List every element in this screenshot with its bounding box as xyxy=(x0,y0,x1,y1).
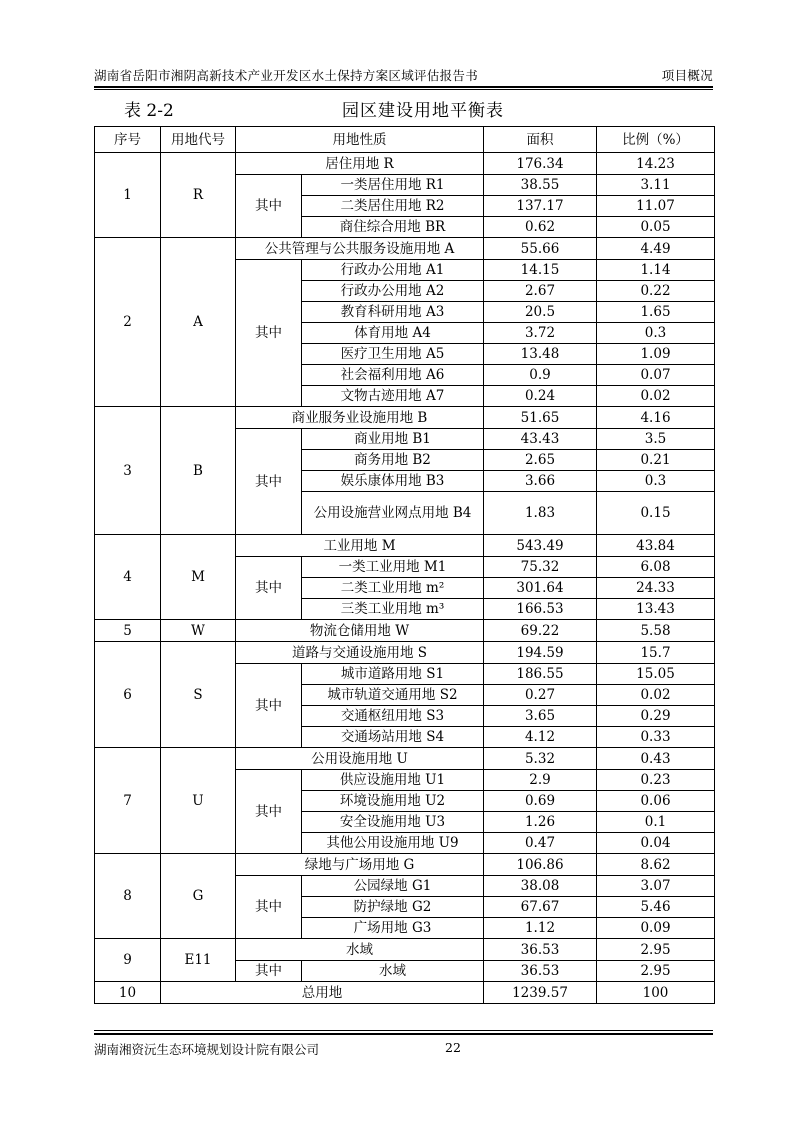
land-code: B xyxy=(161,407,236,535)
land-subcategory: 安全设施用地 U3 xyxy=(302,812,484,833)
area-value: 2.67 xyxy=(484,281,597,302)
land-code: S xyxy=(161,642,236,748)
header-section-name: 项目概况 xyxy=(661,68,713,83)
area-value: 0.24 xyxy=(484,386,597,407)
land-subcategory: 一类居住用地 R1 xyxy=(302,175,484,196)
footer-rule-thin xyxy=(94,1030,713,1031)
area-value: 2.65 xyxy=(484,450,597,471)
row-number: 4 xyxy=(95,535,161,620)
land-category: 道路与交通设施用地 S xyxy=(236,642,484,664)
ratio-value: 0.04 xyxy=(597,833,715,854)
area-value: 194.59 xyxy=(484,642,597,664)
header-no: 序号 xyxy=(95,127,161,153)
area-value: 0.9 xyxy=(484,365,597,386)
table-row xyxy=(95,939,715,961)
row-number: 8 xyxy=(95,854,161,939)
ratio-value: 0.3 xyxy=(597,471,715,492)
land-subcategory: 防护绿地 G2 xyxy=(302,897,484,918)
ratio-value: 11.07 xyxy=(597,196,715,217)
table-row xyxy=(95,854,715,876)
land-subcategory: 供应设施用地 U1 xyxy=(302,770,484,791)
land-subcategory: 交通场站用地 S4 xyxy=(302,727,484,748)
ratio-value: 0.33 xyxy=(597,727,715,748)
land-subcategory: 三类工业用地 m³ xyxy=(302,599,484,620)
land-subcategory: 医疗卫生用地 A5 xyxy=(302,344,484,365)
land-subcategory: 二类工业用地 m² xyxy=(302,578,484,599)
total-area: 1239.57 xyxy=(484,982,597,1004)
table-row xyxy=(95,238,715,260)
area-value: 1.26 xyxy=(484,812,597,833)
sub-label: 其中 xyxy=(236,557,302,620)
header-rule-thin xyxy=(94,89,713,90)
area-value: 176.34 xyxy=(484,153,597,175)
sub-label: 其中 xyxy=(236,260,302,407)
ratio-value: 1.09 xyxy=(597,344,715,365)
land-subcategory: 广场用地 G3 xyxy=(302,918,484,939)
land-subcategory: 公园绿地 G1 xyxy=(302,876,484,897)
land-subcategory: 商住综合用地 BR xyxy=(302,217,484,238)
land-code: G xyxy=(161,854,236,939)
table-header-row xyxy=(95,127,715,153)
land-subcategory: 商业用地 B1 xyxy=(302,429,484,450)
land-subcategory: 交通枢纽用地 S3 xyxy=(302,706,484,727)
area-value: 36.53 xyxy=(484,961,597,982)
land-category: 物流仓储用地 W xyxy=(236,620,484,642)
row-number: 10 xyxy=(95,982,161,1004)
ratio-value: 15.7 xyxy=(597,642,715,664)
land-code: E11 xyxy=(161,939,236,982)
row-number: 3 xyxy=(95,407,161,535)
total-label: 总用地 xyxy=(161,982,484,1004)
ratio-value: 4.49 xyxy=(597,238,715,260)
ratio-value: 1.14 xyxy=(597,260,715,281)
ratio-value: 1.65 xyxy=(597,302,715,323)
page-header xyxy=(94,62,713,84)
ratio-value: 14.23 xyxy=(597,153,715,175)
land-subcategory: 一类工业用地 M1 xyxy=(302,557,484,578)
header-code: 用地代号 xyxy=(161,127,236,153)
area-value: 0.27 xyxy=(484,685,597,706)
ratio-value: 0.06 xyxy=(597,791,715,812)
land-category: 居住用地 R xyxy=(236,153,484,175)
land-subcategory: 商务用地 B2 xyxy=(302,450,484,471)
land-category: 工业用地 M xyxy=(236,535,484,557)
land-category: 公用设施用地 U xyxy=(236,748,484,770)
header-nature: 用地性质 xyxy=(236,127,484,153)
land-balance-table xyxy=(94,126,715,1004)
footer-rule xyxy=(94,1033,713,1035)
table-row xyxy=(95,748,715,770)
table-row xyxy=(95,620,715,642)
land-category: 水域 xyxy=(236,939,484,961)
ratio-value: 2.95 xyxy=(597,939,715,961)
header-ratio: 比例（%） xyxy=(597,127,715,153)
area-value: 1.12 xyxy=(484,918,597,939)
ratio-value: 0.21 xyxy=(597,450,715,471)
ratio-value: 0.43 xyxy=(597,748,715,770)
land-code: W xyxy=(161,620,236,642)
area-value: 67.67 xyxy=(484,897,597,918)
area-value: 543.49 xyxy=(484,535,597,557)
ratio-value: 2.95 xyxy=(597,961,715,982)
area-value: 13.48 xyxy=(484,344,597,365)
land-subcategory: 水域 xyxy=(302,961,484,982)
ratio-value: 0.22 xyxy=(597,281,715,302)
area-value: 1.83 xyxy=(484,492,597,535)
sub-label: 其中 xyxy=(236,876,302,939)
area-value: 51.65 xyxy=(484,407,597,429)
land-subcategory: 二类居住用地 R2 xyxy=(302,196,484,217)
sub-label: 其中 xyxy=(236,175,302,238)
area-value: 43.43 xyxy=(484,429,597,450)
ratio-value: 5.46 xyxy=(597,897,715,918)
land-subcategory: 文物古迹用地 A7 xyxy=(302,386,484,407)
table-row xyxy=(95,407,715,429)
area-value: 4.12 xyxy=(484,727,597,748)
area-value: 3.66 xyxy=(484,471,597,492)
row-number: 7 xyxy=(95,748,161,854)
land-subcategory: 行政办公用地 A1 xyxy=(302,260,484,281)
land-subcategory: 公用设施营业网点用地 B4 xyxy=(302,492,484,535)
page-number: 22 xyxy=(445,1040,461,1055)
land-code: M xyxy=(161,535,236,620)
ratio-value: 4.16 xyxy=(597,407,715,429)
table-total-row xyxy=(95,982,715,1004)
ratio-value: 43.84 xyxy=(597,535,715,557)
sub-label: 其中 xyxy=(236,664,302,748)
table-row xyxy=(95,153,715,175)
ratio-value: 0.29 xyxy=(597,706,715,727)
ratio-value: 0.09 xyxy=(597,918,715,939)
row-number: 1 xyxy=(95,153,161,238)
header-report-title: 湖南省岳阳市湘阴高新技术产业开发区水土保持方案区域评估报告书 xyxy=(94,68,479,83)
land-subcategory: 城市轨道交通用地 S2 xyxy=(302,685,484,706)
area-value: 2.9 xyxy=(484,770,597,791)
area-value: 3.65 xyxy=(484,706,597,727)
table-row xyxy=(95,535,715,557)
land-code: U xyxy=(161,748,236,854)
area-value: 137.17 xyxy=(484,196,597,217)
area-value: 3.72 xyxy=(484,323,597,344)
row-number: 6 xyxy=(95,642,161,748)
ratio-value: 0.05 xyxy=(597,217,715,238)
land-code: R xyxy=(161,153,236,238)
area-value: 55.66 xyxy=(484,238,597,260)
header-rule xyxy=(94,86,713,88)
ratio-value: 0.1 xyxy=(597,812,715,833)
ratio-value: 0.3 xyxy=(597,323,715,344)
ratio-value: 0.02 xyxy=(597,386,715,407)
area-value: 301.64 xyxy=(484,578,597,599)
area-value: 106.86 xyxy=(484,854,597,876)
header-area: 面积 xyxy=(484,127,597,153)
ratio-value: 0.07 xyxy=(597,365,715,386)
land-subcategory: 环境设施用地 U2 xyxy=(302,791,484,812)
area-value: 5.32 xyxy=(484,748,597,770)
land-subcategory: 体育用地 A4 xyxy=(302,323,484,344)
row-number: 5 xyxy=(95,620,161,642)
area-value: 0.62 xyxy=(484,217,597,238)
area-value: 38.55 xyxy=(484,175,597,196)
area-value: 186.55 xyxy=(484,664,597,685)
land-code: A xyxy=(161,238,236,407)
land-subcategory: 教育科研用地 A3 xyxy=(302,302,484,323)
land-subcategory: 社会福利用地 A6 xyxy=(302,365,484,386)
area-value: 0.69 xyxy=(484,791,597,812)
ratio-value: 5.58 xyxy=(597,620,715,642)
area-value: 38.08 xyxy=(484,876,597,897)
area-value: 20.5 xyxy=(484,302,597,323)
land-category: 公共管理与公共服务设施用地 A xyxy=(236,238,484,260)
ratio-value: 0.02 xyxy=(597,685,715,706)
area-value: 36.53 xyxy=(484,939,597,961)
area-value: 166.53 xyxy=(484,599,597,620)
ratio-value: 0.15 xyxy=(597,492,715,535)
land-category: 商业服务业设施用地 B xyxy=(236,407,484,429)
table-row xyxy=(95,642,715,664)
sub-label: 其中 xyxy=(236,961,302,982)
area-value: 0.47 xyxy=(484,833,597,854)
area-value: 75.32 xyxy=(484,557,597,578)
land-subcategory: 行政办公用地 A2 xyxy=(302,281,484,302)
land-category: 绿地与广场用地 G xyxy=(236,854,484,876)
row-number: 2 xyxy=(95,238,161,407)
sub-label: 其中 xyxy=(236,770,302,854)
ratio-value: 3.07 xyxy=(597,876,715,897)
table-title: 园区建设用地平衡表 xyxy=(342,101,504,121)
ratio-value: 6.08 xyxy=(597,557,715,578)
total-ratio: 100 xyxy=(597,982,715,1004)
ratio-value: 0.23 xyxy=(597,770,715,791)
area-value: 14.15 xyxy=(484,260,597,281)
ratio-value: 24.33 xyxy=(597,578,715,599)
ratio-value: 3.11 xyxy=(597,175,715,196)
area-value: 69.22 xyxy=(484,620,597,642)
row-number: 9 xyxy=(95,939,161,982)
table-number: 表 2-2 xyxy=(124,101,174,121)
ratio-value: 13.43 xyxy=(597,599,715,620)
ratio-value: 8.62 xyxy=(597,854,715,876)
land-subcategory: 城市道路用地 S1 xyxy=(302,664,484,685)
footer-company: 湖南湘资沅生态环境规划设计院有限公司 xyxy=(94,1042,320,1057)
ratio-value: 15.05 xyxy=(597,664,715,685)
land-subcategory: 其他公用设施用地 U9 xyxy=(302,833,484,854)
ratio-value: 3.5 xyxy=(597,429,715,450)
sub-label: 其中 xyxy=(236,429,302,535)
land-subcategory: 娱乐康体用地 B3 xyxy=(302,471,484,492)
